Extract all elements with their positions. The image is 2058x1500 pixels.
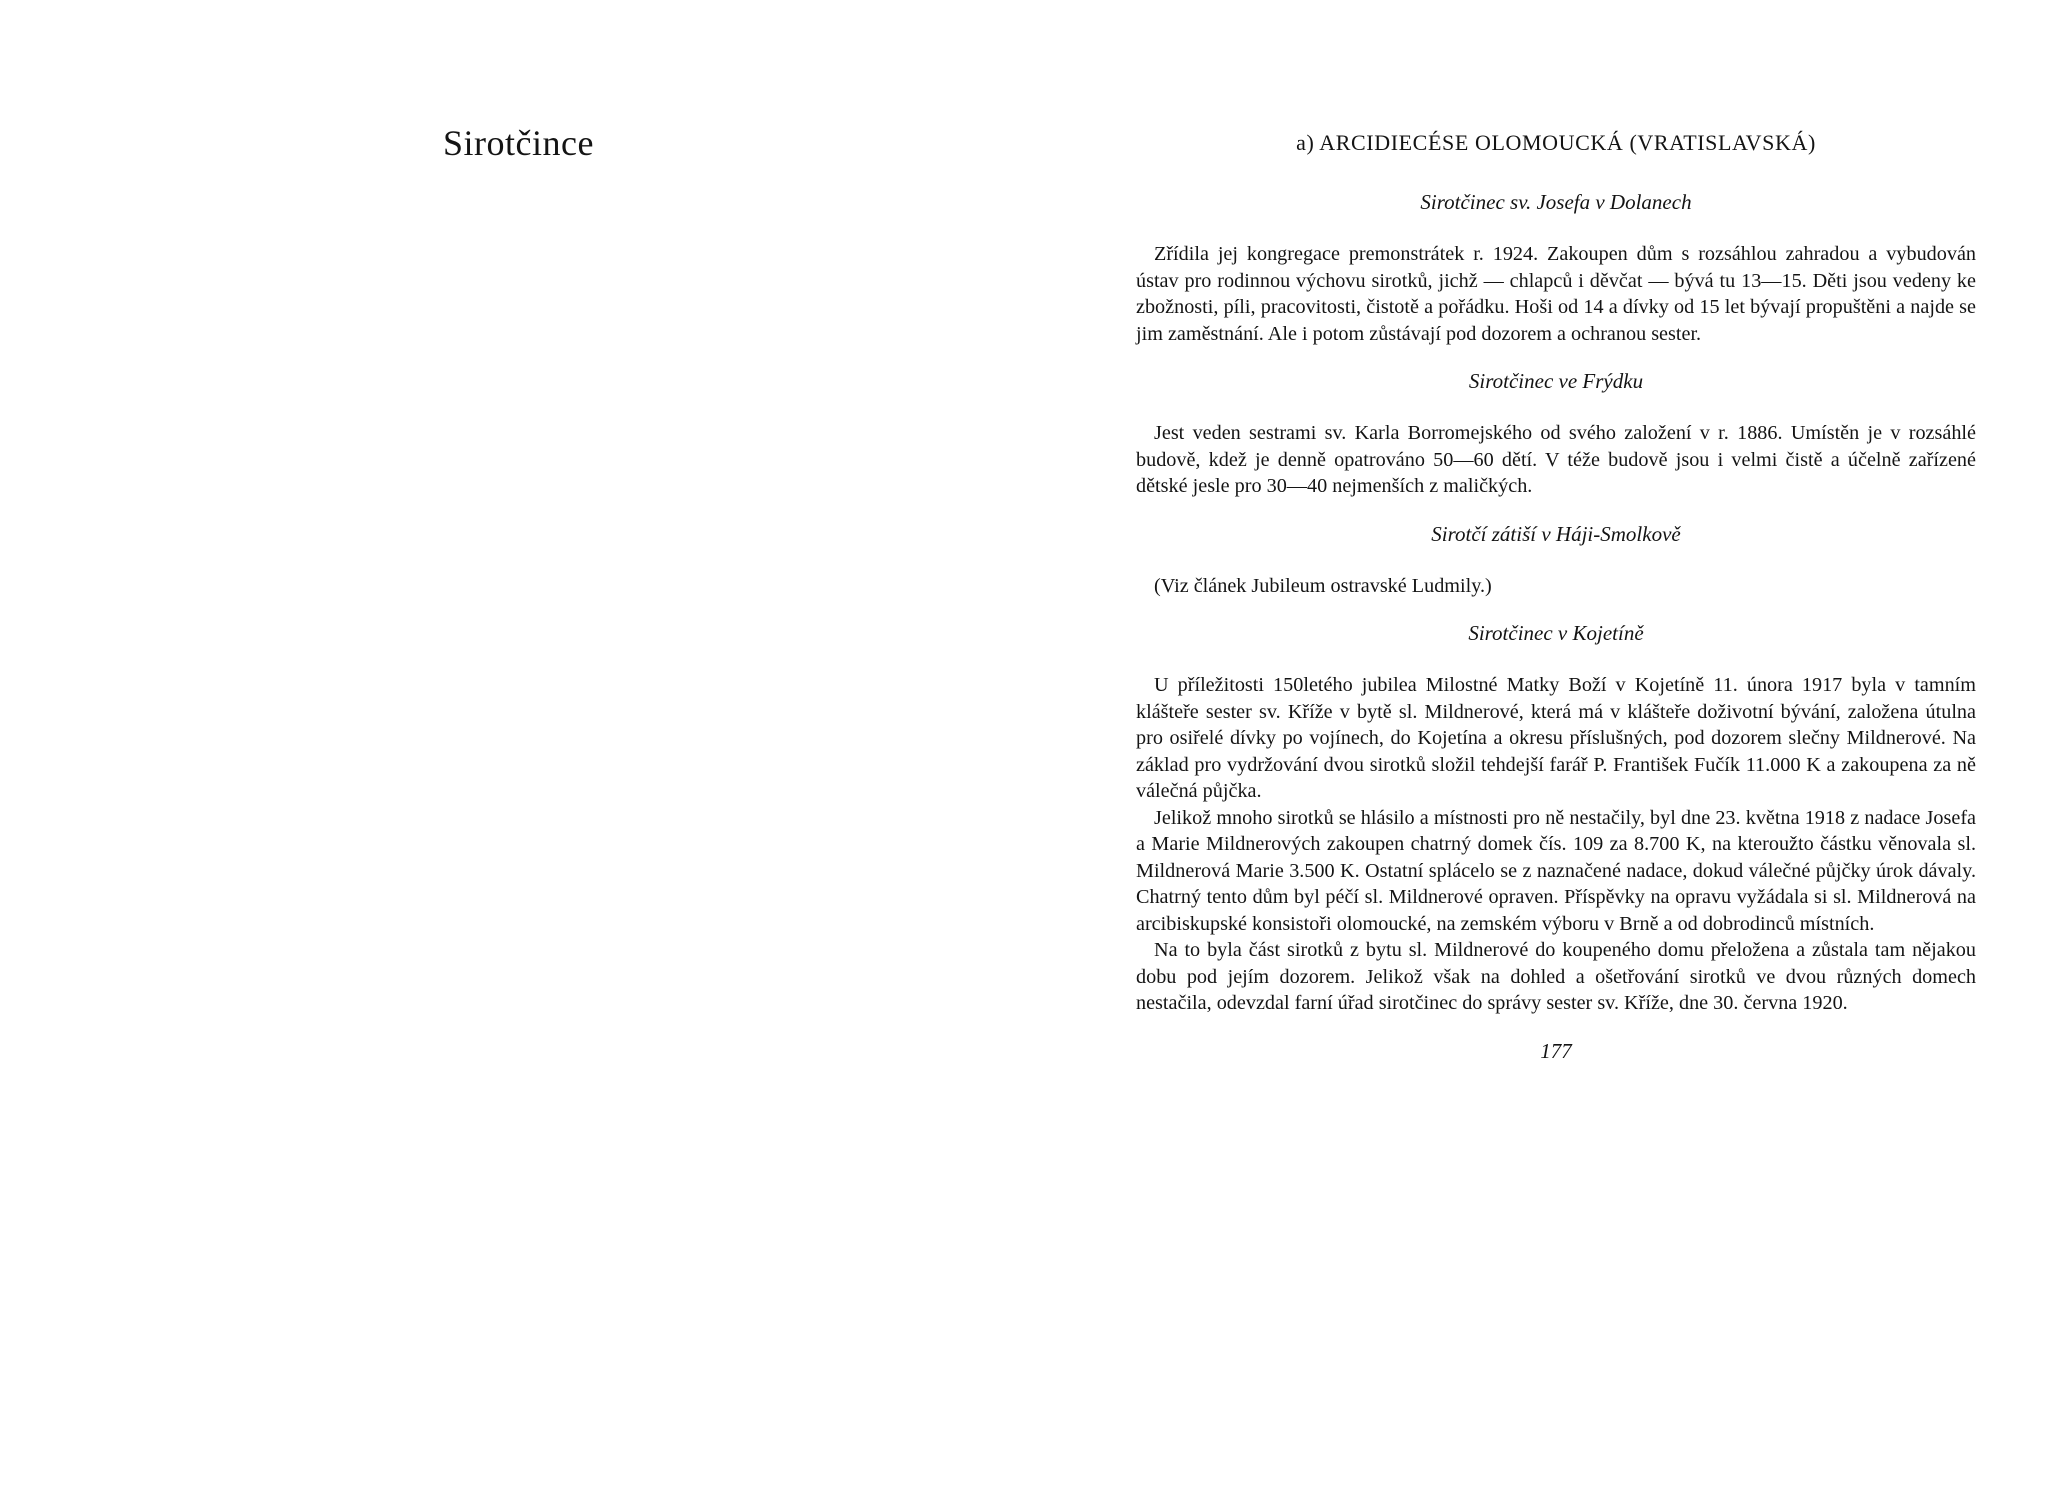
article-heading: Sirotčinec v Kojetíně (1468, 621, 1644, 645)
article-kojetin (1136, 621, 1976, 1017)
article-dolany (1136, 190, 1976, 347)
article-frydek (1136, 369, 1976, 500)
paragraph: U příležitosti 150letého jubilea Milostné Matky Boží v Kojetíně 11. února 1917 byla v tamním klášteře sester sv. Kříže v bytě sl. Mildnerové, která má v klášteře doživotní bývání, založena útulna pro osiřelé dívky po vojínech, do Kojetína a okresu příslušných, pod dozorem slečny Mildnerové. Na základ pro vydržování dvou sirotků složil tehdejší farář P. František Fučík 11.000 K a zakoupena za ně válečná půjčka. (1136, 674, 1976, 802)
article-heading: Sirotčinec ve Frýdku (1468, 369, 1644, 393)
chapter-title: Sirotčince (443, 123, 594, 163)
article-heading: Sirotčí zátiší v Háji-Smolkově (1431, 521, 1681, 546)
paragraph: Zřídila jej kongregace premonstrátek r. 1924. Zakoupen dům s rozsáhlou zahradou a vybudován ústav pro rodinnou výchovu sirotků, jichž — chlapců i děvčat — bývá tu 13—15. Děti jsou vedeny ke zbožnosti, píli, pracovitosti, čistotě a pořádku. Hoši od 14 a dívky od 15 let bývají propuštěni a najde se jim zaměstnání. Ale i potom zůstávají pod dozorem a ochranou sester. (1136, 243, 1976, 345)
article-heading: Sirotčinec sv. Josefa v Dolanech (1420, 190, 1692, 214)
section-heading: a) ARCIDIECÉSE OLOMOUCKÁ (VRATISLAVSKÁ) (1296, 130, 1816, 155)
page-number: 177 (1540, 1038, 1572, 1063)
paragraph: Jest veden sestrami sv. Karla Borromejského od svého založení v r. 1886. Umístěn je v rozsáhlé budově, kdež je denně opatrováno 50—60 dětí. V téže budově jsou i velmi čistě a účelně zařízené dětské jesle pro 30—40 nejmenších z maličkých. (1136, 422, 1976, 497)
paragraph: Jelikož mnoho sirotků se hlásilo a místnosti pro ně nestačily, byl dne 23. května 1918 z nadace Josefa a Marie Mildnerových zakoupen chatrný domek čís. 109 za 8.700 K, na kteroužto částku věnovala sl. Mildnerová Marie 3.500 K. Ostatní splácelo se z naznačené nadace, dokud válečné půjčky úrok dávaly. Chatrný tento dům byl péčí sl. Mildnerové opraven. Příspěvky na opravu vyžádala si sl. Mildnerová na arcibiskupské konsistoři olomoucké, na zemském výboru v Brně a od dobrodinců místních. (1136, 806, 1976, 935)
paragraph: (Viz článek Jubileum ostravské Ludmily.) (1154, 574, 1492, 597)
right-page (1136, 120, 1976, 1064)
paragraph: Na to byla část sirotků z bytu sl. Mildnerové do koupeného domu přeložena a zůstala tam nějakou dobu pod jejím dozorem. Jelikož však na dohled a ošetřování sirotků ve dvou různých domech nestačila, odevzdal farní úřad sirotčinec do správy sester sv. Kříže, dne 30. června 1920. (1136, 939, 1976, 1014)
article-haj-smolkov (1136, 522, 1976, 600)
